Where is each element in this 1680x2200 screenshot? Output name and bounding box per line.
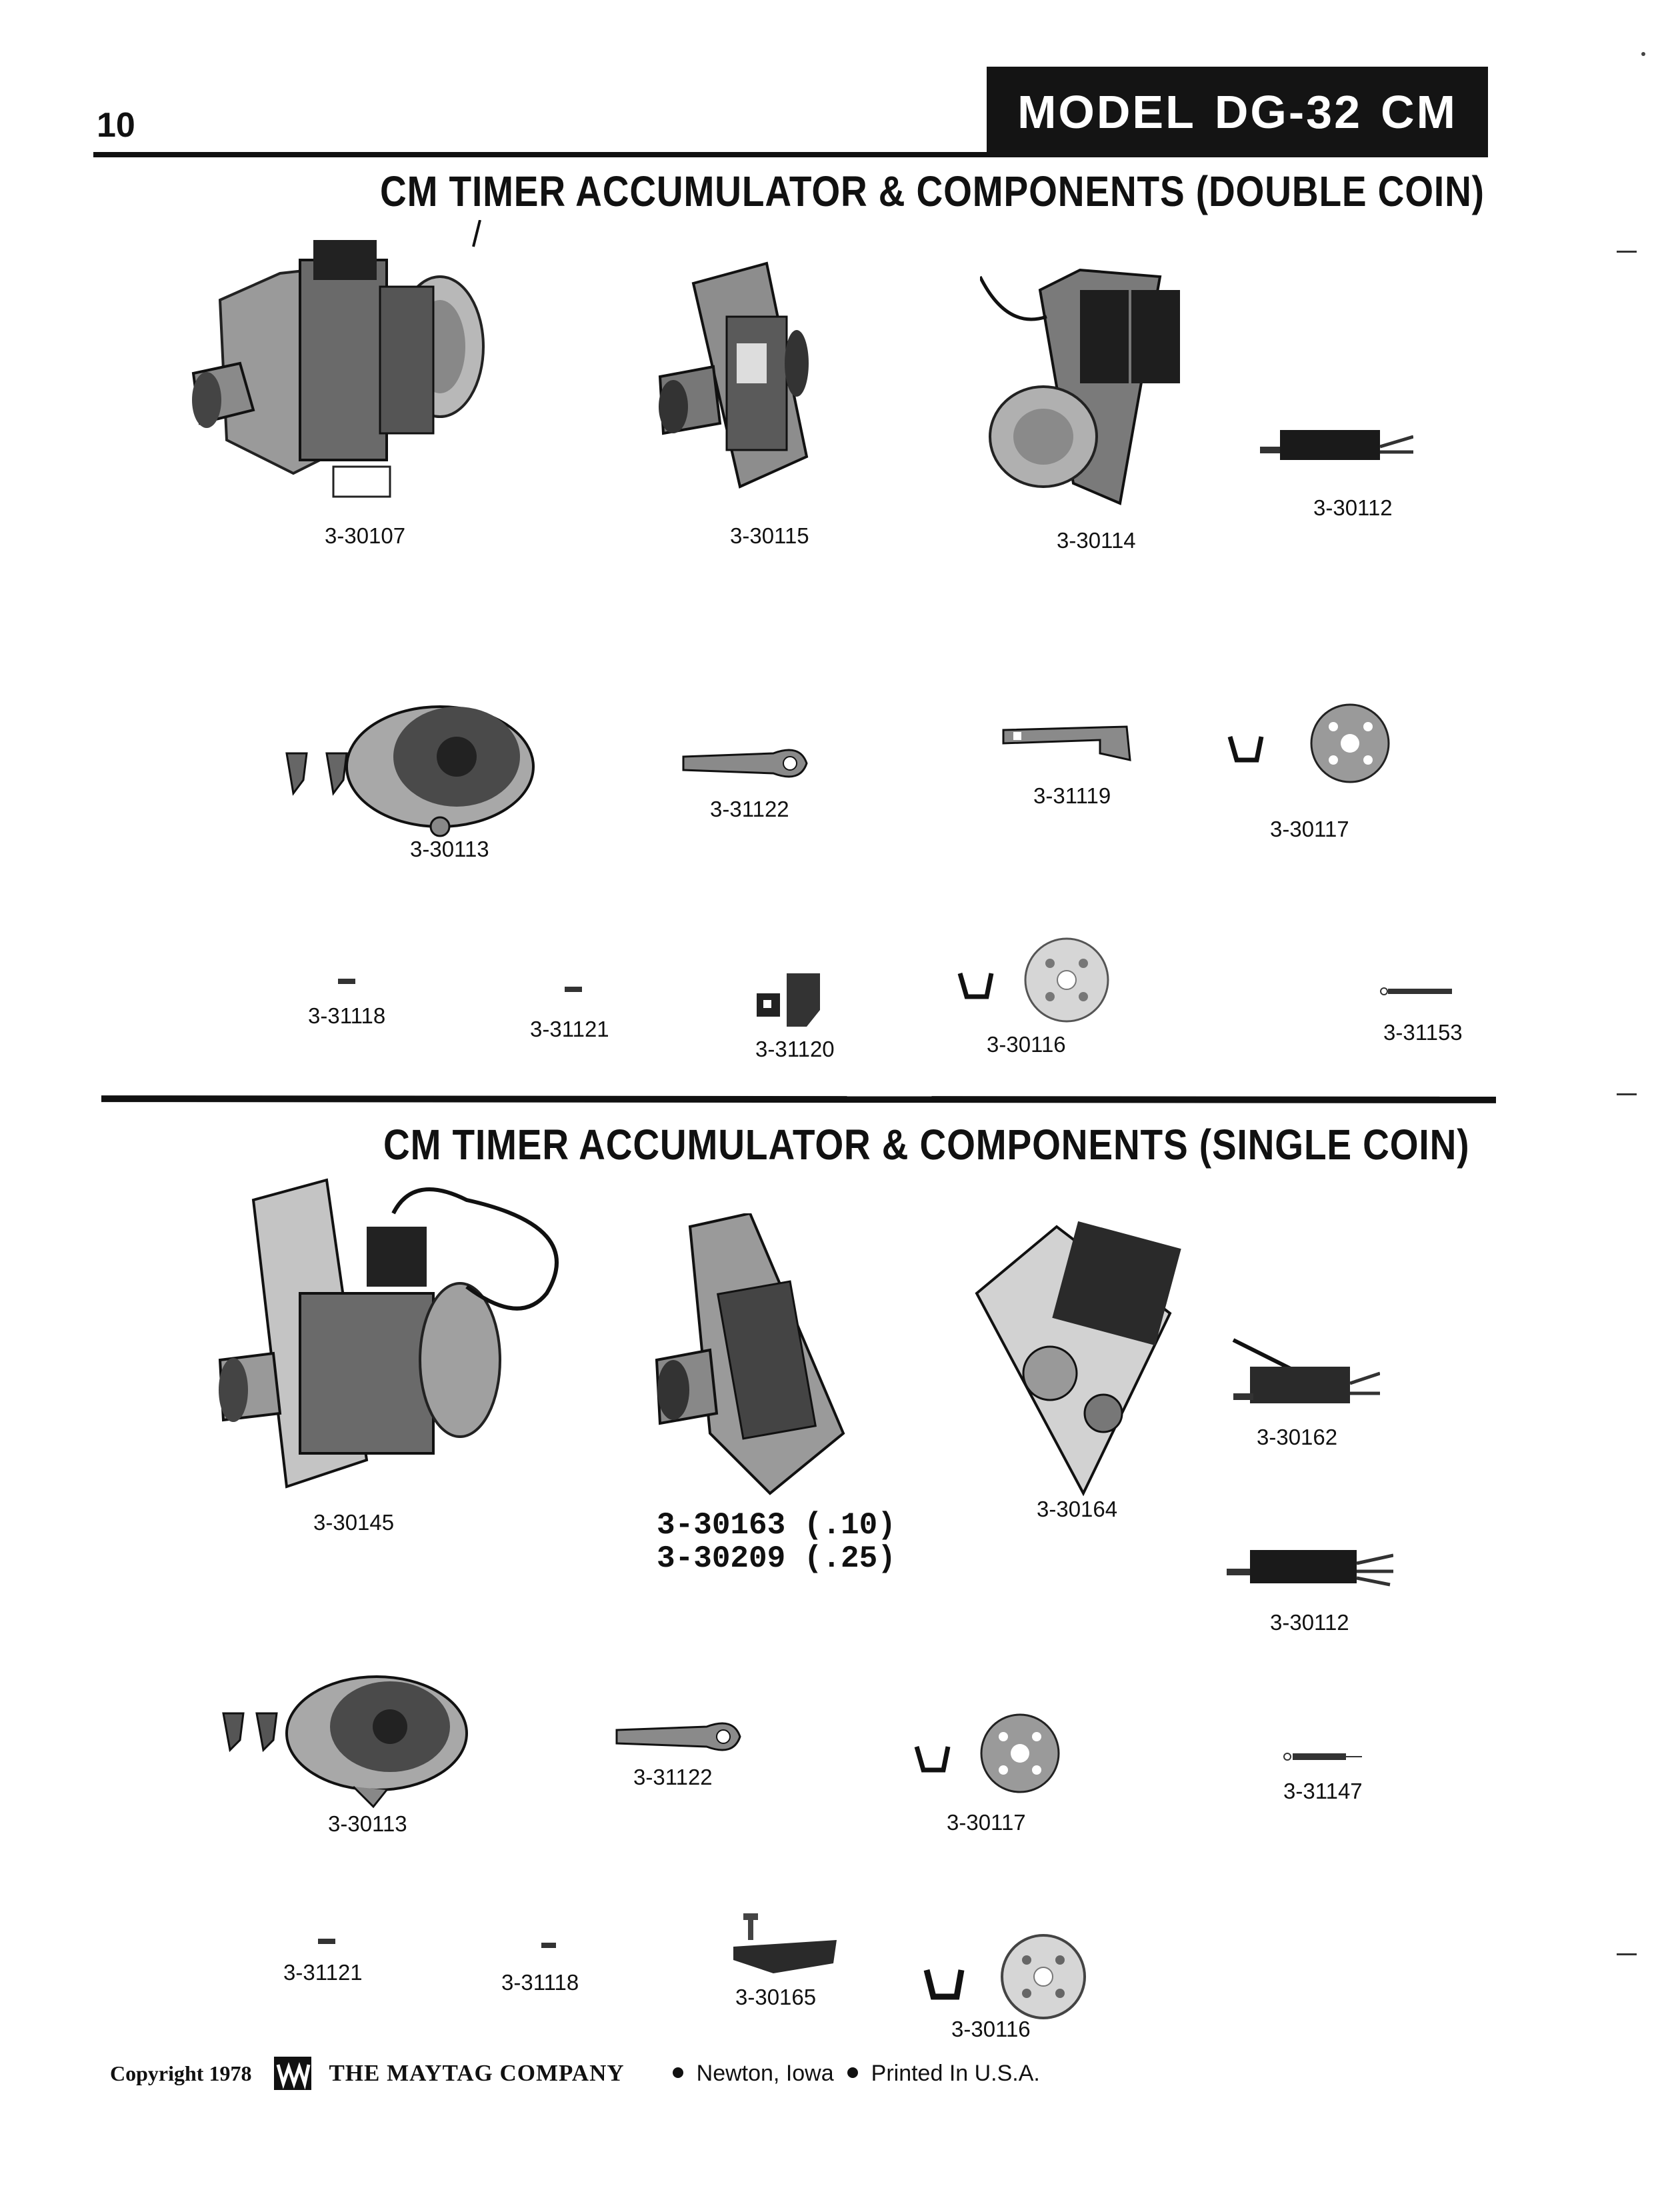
section-title-single-coin: CM TIMER ACCUMULATOR & COMPONENTS (SINGLE COIN) [383, 1121, 1470, 1169]
part-number-3-30116: 3-30116 [987, 1032, 1066, 1057]
part-number-3-30164: 3-30164 [1037, 1497, 1118, 1521]
section-title-double-coin: CM TIMER ACCUMULATOR & COMPONENTS (DOUBLE COIN) [380, 167, 1485, 215]
part-number-3-30113-single: 3-30113 [328, 1811, 407, 1836]
part-image-small-spring-4 [540, 1941, 557, 1949]
part-number-3-31122-single: 3-31122 [633, 1765, 713, 1789]
maytag-logo [274, 2057, 311, 2090]
part-number-3-30162: 3-30162 [1257, 1425, 1338, 1449]
copyright-text: Copyright 1978 [110, 2061, 252, 2085]
part-number-3-30115: 3-30115 [730, 523, 809, 548]
part-image-long-spring [1380, 987, 1460, 996]
company-name: THE MAYTAG COMPANY [329, 2060, 625, 2086]
part-number-3-31118-single: 3-31118 [501, 1970, 579, 1995]
model-banner [987, 67, 1488, 157]
part-image-lever [680, 740, 813, 787]
part-number-3-31121: 3-31121 [530, 1017, 609, 1041]
part-image-microswitch [1260, 420, 1413, 473]
scan-mark [1617, 1953, 1637, 1955]
part-image-cam-and-clip [1220, 700, 1393, 787]
part-number-3-30163: 3-30163 (.10) [657, 1508, 896, 1543]
scan-mark [1617, 1093, 1637, 1095]
bullet-icon [847, 2067, 858, 2078]
footer-location: Newton, Iowa [696, 2060, 834, 2086]
part-image-small-spring-2 [563, 985, 583, 994]
part-image-timer-housing [653, 257, 827, 497]
scan-mark [1617, 251, 1637, 253]
part-image-cam-and-clip-2 [953, 933, 1113, 1033]
part-number-3-30116-single: 3-30116 [951, 2017, 1031, 2041]
section-divider [101, 1095, 1496, 1103]
part-image-timer-housing-single [650, 1213, 850, 1500]
part-number-3-30165: 3-30165 [735, 1985, 817, 2009]
part-image-lever-2 [613, 1713, 747, 1760]
part-number-3-31118: 3-31118 [308, 1003, 386, 1028]
part-image-small-spring-3 [317, 1937, 337, 1946]
part-image-switch-assembly [970, 1220, 1183, 1500]
part-number-3-31153: 3-31153 [1383, 1020, 1463, 1045]
part-image-small-spring [337, 977, 357, 986]
part-image-cam-and-clip-4 [917, 1930, 1090, 2030]
model-suffix: CM [1381, 86, 1457, 138]
page-number: 10 [97, 106, 135, 145]
part-image-bracket [1000, 713, 1133, 767]
part-number-3-30107: 3-30107 [325, 523, 406, 548]
part-image-motor-switch [980, 263, 1207, 510]
scan-speck [1641, 52, 1645, 56]
footer-location-line [659, 2061, 1040, 2087]
part-number-3-30117-single: 3-30117 [947, 1810, 1026, 1835]
part-number-3-30209: 3-30209 (.25) [657, 1541, 896, 1576]
part-number-3-30113: 3-30113 [410, 837, 489, 861]
part-number-3-30112: 3-30112 [1313, 495, 1393, 520]
part-number-3-31147: 3-31147 [1283, 1779, 1363, 1803]
part-image-timer-accumulator-single [213, 1173, 573, 1507]
model-label: MODEL [1017, 86, 1196, 138]
part-number-3-31119: 3-31119 [1033, 783, 1111, 808]
part-image-clamp-with-screw [727, 1913, 840, 1980]
part-number-3-31122: 3-31122 [710, 797, 789, 821]
part-number-3-30114: 3-30114 [1057, 528, 1136, 553]
part-number-3-30117: 3-30117 [1270, 817, 1349, 841]
part-image-timer-motor [280, 693, 547, 840]
part-number-3-31120: 3-31120 [755, 1037, 835, 1061]
model-number: DG-32 [1214, 86, 1363, 138]
part-image-spring [1283, 1751, 1363, 1762]
part-image-timer-accumulator [180, 220, 500, 527]
part-image-timer-motor-2 [220, 1673, 473, 1813]
part-number-3-31121-single: 3-31121 [283, 1960, 363, 1985]
part-number-3-30145: 3-30145 [313, 1510, 395, 1535]
part-number-3-30112-single: 3-30112 [1270, 1610, 1349, 1635]
part-image-microswitch-lever [1220, 1327, 1380, 1420]
footer [110, 2057, 1040, 2090]
bullet-icon [673, 2067, 683, 2078]
header-rule [93, 152, 990, 157]
part-image-plate [753, 970, 847, 1030]
part-image-cam-and-clip-3 [907, 1710, 1067, 1797]
footer-printed: Printed In U.S.A. [871, 2060, 1040, 2086]
part-image-microswitch-2 [1227, 1537, 1393, 1597]
